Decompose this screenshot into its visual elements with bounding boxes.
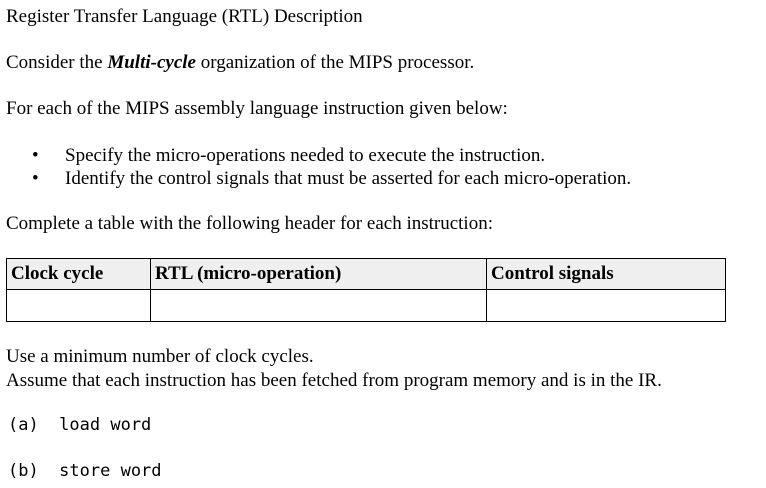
option-load-word: (a) load word — [8, 415, 152, 435]
assume-fetched-text: Assume that each instruction has been fetched from program memory and is in the IR. — [6, 370, 662, 391]
control-signals-cell — [487, 290, 726, 322]
rtl-table — [6, 258, 726, 322]
task-bullet-list — [30, 144, 631, 190]
clock-cycle-header: Clock cycle — [7, 259, 151, 290]
bullet-text: Identify the control signals that must be asserted for each micro-operation. — [65, 168, 632, 189]
complete-table-text: Complete a table with the following header for each instruction: — [6, 213, 493, 234]
table-row — [7, 290, 726, 322]
clock-cycle-cell — [7, 290, 151, 322]
option-store-word: (b) store word — [8, 461, 162, 481]
intro-paragraph — [6, 52, 474, 74]
list-item — [30, 167, 631, 190]
table-header-row — [7, 259, 726, 290]
control-signals-header: Control signals — [487, 259, 726, 290]
multi-cycle-emphasis: Multi-cycle — [107, 52, 196, 73]
intro-text-after: organization of the MIPS processor. — [195, 52, 475, 73]
bullet-icon: • — [32, 168, 39, 189]
bullet-text: Specify the micro-operations needed to execute the instruction. — [65, 145, 546, 166]
list-item — [30, 144, 631, 167]
bullet-icon: • — [32, 145, 39, 166]
rtl-micro-operation-cell — [151, 290, 487, 322]
minimum-cycles-text: Use a minimum number of clock cycles. — [6, 346, 314, 367]
page-title: Register Transfer Language (RTL) Description — [6, 6, 363, 27]
for-each-instruction-text: For each of the MIPS assembly language instruction given below: — [6, 98, 508, 119]
rtl-micro-operation-header: RTL (micro-operation) — [151, 259, 487, 290]
intro-text-before: Consider the — [6, 52, 108, 73]
